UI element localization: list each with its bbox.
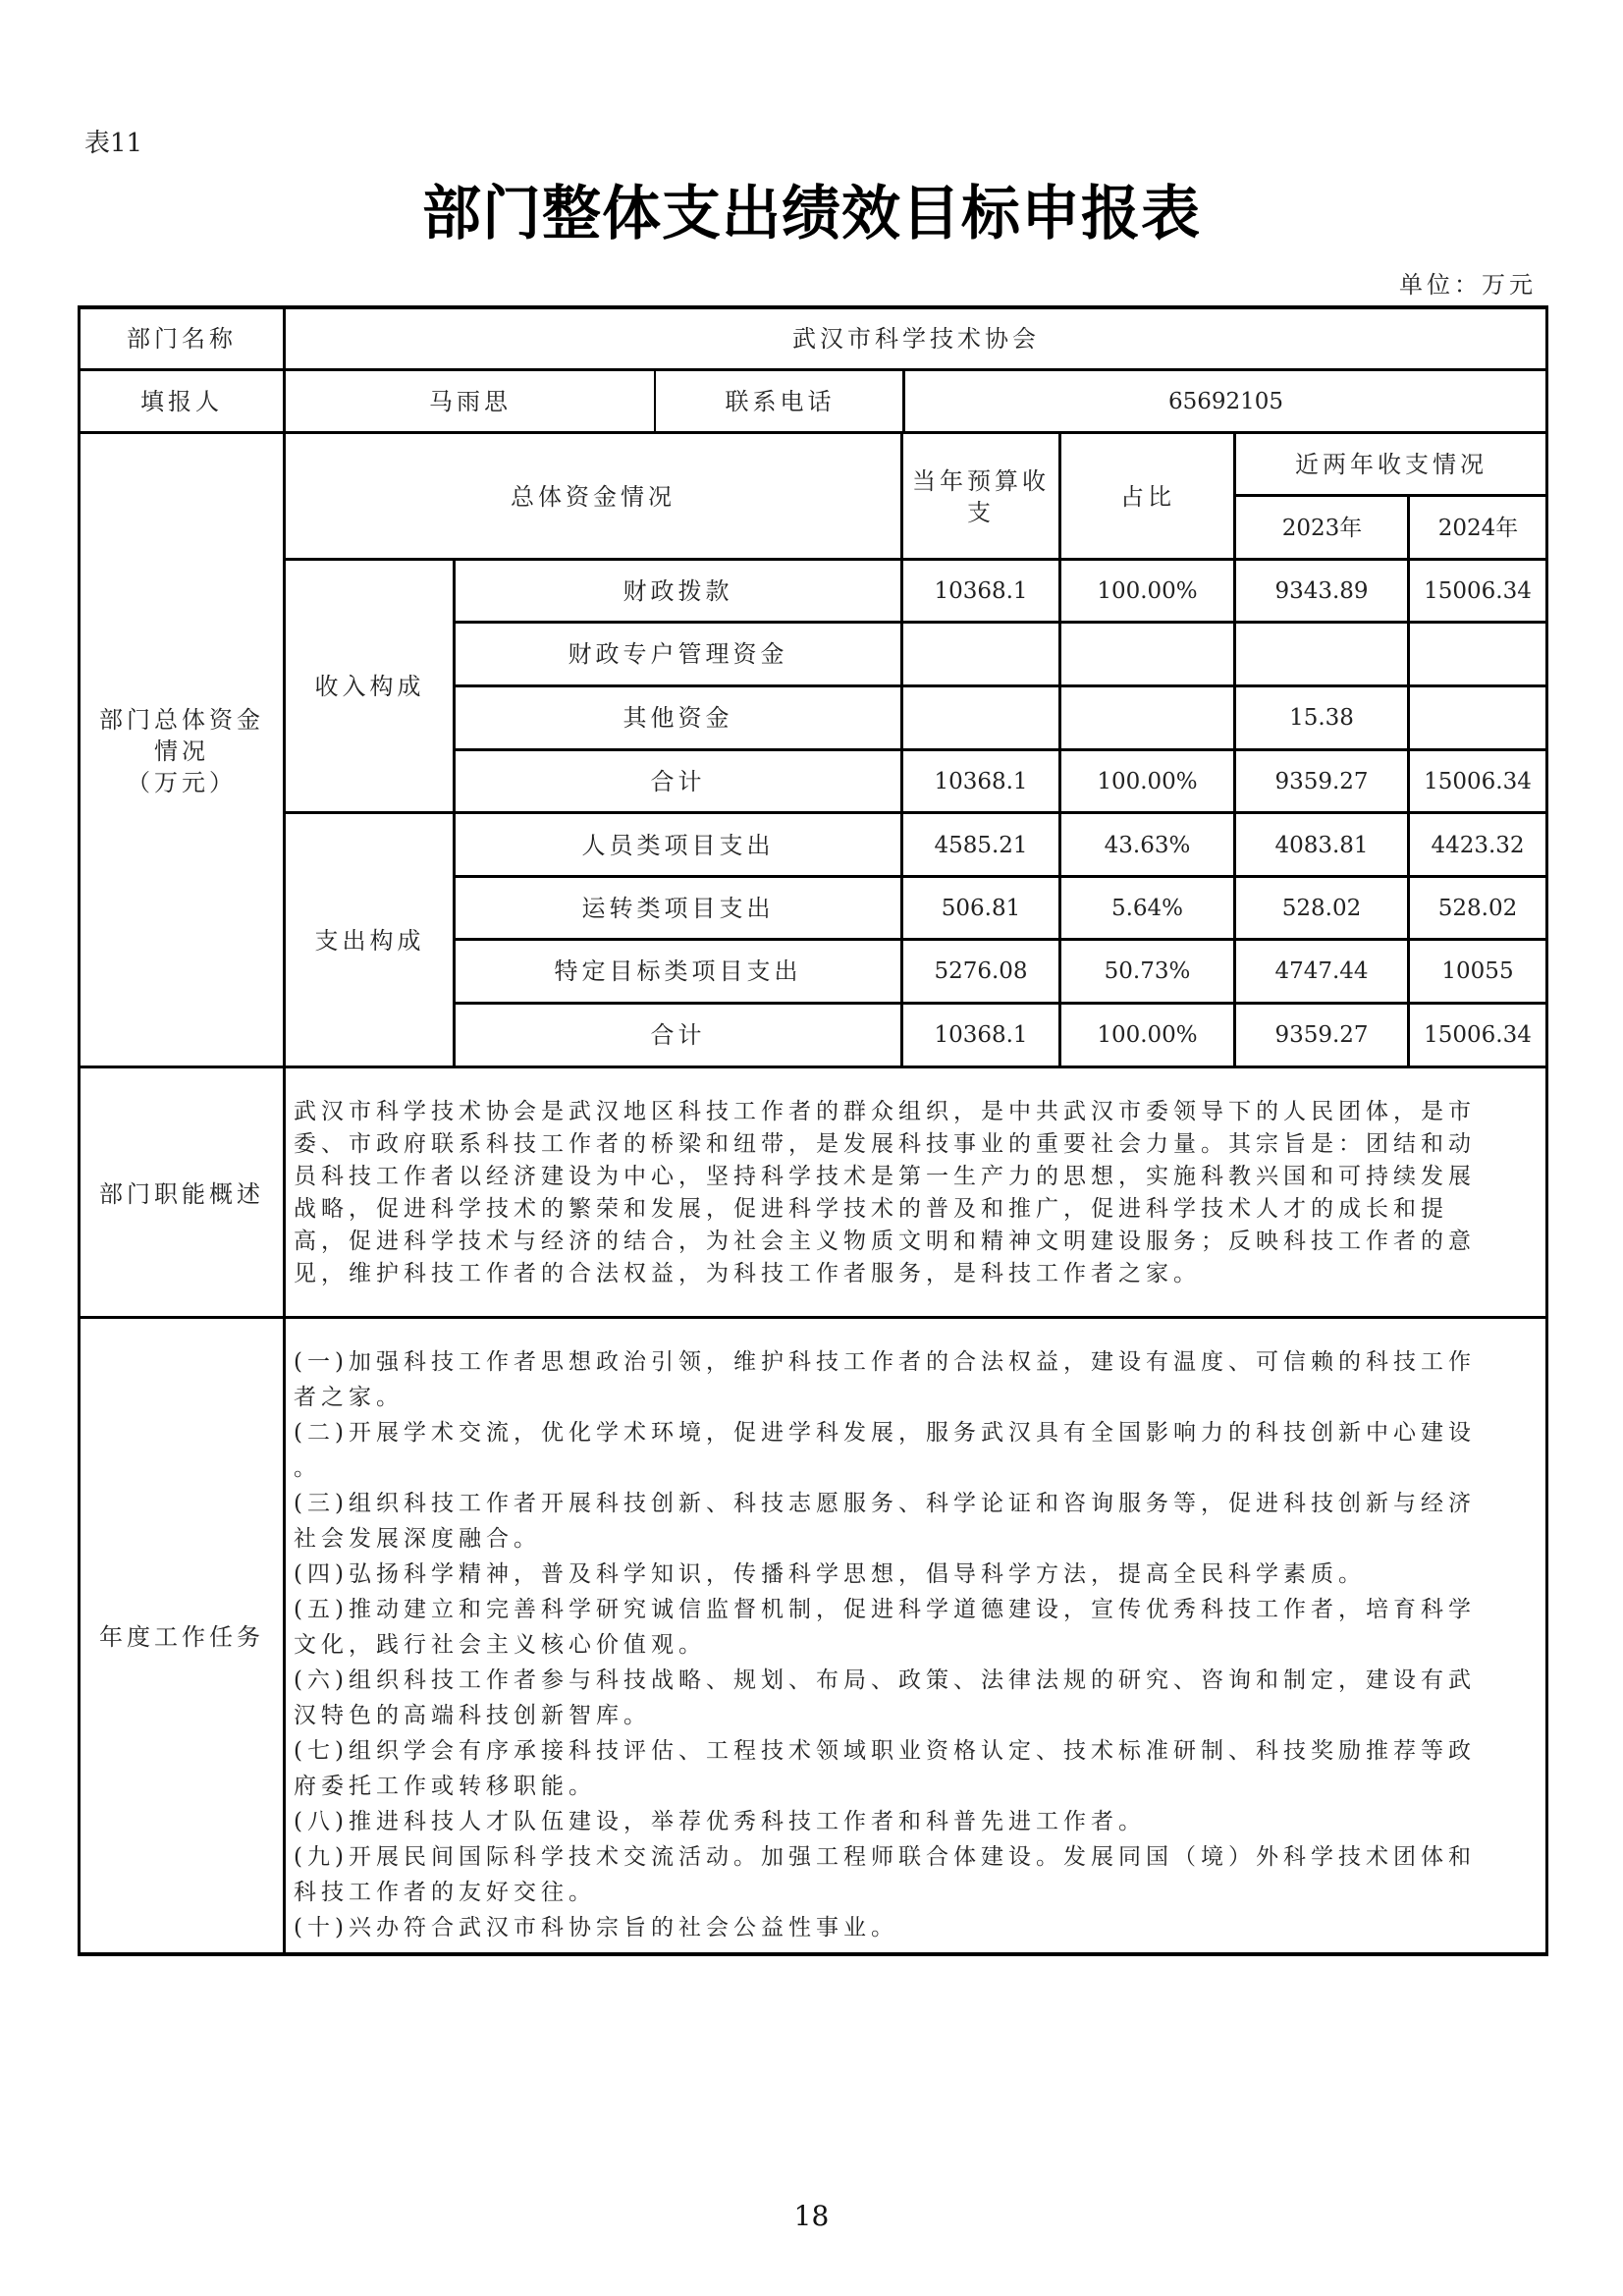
grid-line: [1058, 431, 1061, 1067]
text-line: 。: [294, 1455, 321, 1481]
row-2023: 15.38: [1289, 705, 1354, 731]
row-ratio: 100.00%: [1097, 1022, 1198, 1048]
row-2023: 4083.81: [1274, 832, 1369, 858]
row-2024: 15006.34: [1424, 577, 1532, 604]
text-line: (三)组织科技工作者开展科技创新、科技志愿服务、科学论证和咨询服务等，促进科技创新与经济: [294, 1491, 1476, 1516]
funds-label-line: 情况: [154, 737, 209, 765]
text-line: 员科技工作者以经济建设为中心，坚持科学技术是第一生产力的思想，实施科教兴国和可持续发展: [294, 1164, 1476, 1189]
funds-label-line: 部门总体资金: [99, 705, 264, 734]
grid-line: [283, 305, 286, 1956]
current-budget-header: 当年预算收支: [912, 466, 1050, 526]
grid-line: [454, 621, 1548, 624]
row-ratio: 100.00%: [1097, 768, 1198, 794]
row-2023: [1236, 623, 1407, 685]
funds-section-label: [80, 433, 284, 1068]
row-ratio: 5.64%: [1110, 895, 1184, 921]
row-2024: [1410, 686, 1545, 749]
row-item: 特定目标类项目支出: [554, 957, 802, 985]
text-line: 汉特色的高端科技创新智库。: [294, 1703, 651, 1728]
duty-description: [294, 1096, 1476, 1290]
row-budget: 10368.1: [934, 768, 1028, 794]
grid-line: [454, 1002, 1548, 1005]
grid-line: [78, 305, 81, 1956]
row-budget: 506.81: [941, 895, 1021, 921]
row-budget: 5276.08: [934, 958, 1028, 984]
row-ratio: [1061, 686, 1233, 749]
row-budget: 10368.1: [934, 1022, 1028, 1048]
grid-line: [284, 558, 1548, 561]
row-budget: [903, 623, 1058, 685]
row-2024: 10055: [1441, 958, 1514, 984]
row-2023: 528.02: [1281, 895, 1362, 921]
income-composition-label: 收入构成: [314, 673, 425, 700]
text-line: (七)组织学会有序承接科技评估、工程技术领域职业资格认定、技术标准研制、科技奖励推荐等政: [294, 1738, 1476, 1764]
row-2024: 4423.32: [1431, 832, 1525, 858]
row-budget: 10368.1: [934, 577, 1028, 604]
year-2023-header: 2023年: [1281, 515, 1363, 541]
row-budget: 4585.21: [934, 832, 1028, 858]
row-item: 人员类项目支出: [581, 831, 775, 859]
grid-line: [454, 938, 1548, 941]
grid-line: [454, 748, 1548, 751]
row-2024: 15006.34: [1424, 768, 1532, 794]
text-line: 府委托工作或转移职能。: [294, 1774, 596, 1799]
grid-line: [78, 1066, 1548, 1068]
grid-line: [1545, 305, 1548, 1956]
tasks-label: 年度工作任务: [99, 1623, 264, 1651]
text-line: 文化，践行社会主义核心价值观。: [294, 1632, 706, 1658]
grid-line: [1234, 494, 1548, 497]
phone-value: 65692105: [1167, 389, 1284, 414]
grid-line: [78, 1952, 1548, 1956]
row-ratio: [1061, 623, 1233, 685]
row-2023: 9343.89: [1274, 577, 1369, 604]
funds-label-line: （万元）: [127, 768, 237, 796]
text-line: 武汉市科学技术协会是武汉地区科技工作者的群众组织，是中共武汉市委领导下的人民团体，是市: [294, 1099, 1476, 1124]
row-ratio: 100.00%: [1097, 577, 1198, 604]
row-item: 运转类项目支出: [581, 894, 775, 922]
document-title: 部门整体支出绩效目标申报表: [422, 180, 1201, 248]
text-line: (八)推进科技人才队伍建设，举荐优秀科技工作者和科普先进工作者。: [294, 1809, 1146, 1834]
dept-name-label: 部门名称: [127, 325, 237, 353]
row-item: 合计: [650, 767, 706, 795]
row-2024: 15006.34: [1424, 1022, 1532, 1048]
text-line: 高，促进科学技术与经济的结合，为社会主义物质文明和精神文明建设服务；反映科技工作者的意: [294, 1229, 1476, 1254]
text-line: (五)推动建立和完善科学研究诚信监督机制，促进科学道德建设，宣传优秀科技工作者，培育科学: [294, 1597, 1476, 1622]
recent-two-years-header: 近两年收支情况: [1295, 450, 1488, 478]
row-item: 财政专户管理资金: [568, 640, 788, 668]
row-budget: [903, 686, 1058, 749]
text-line: 科技工作者的友好交往。: [294, 1880, 596, 1905]
text-line: 战略，促进科学技术的繁荣和发展，促进科学技术的普及和推广，促进科学技术人才的成长和提: [294, 1196, 1448, 1222]
grid-line: [78, 1316, 1548, 1319]
row-ratio: 43.63%: [1104, 832, 1191, 858]
dept-name-value: 武汉市科学技术协会: [792, 325, 1040, 353]
table-number: 表11: [84, 129, 143, 158]
grid-line: [1233, 431, 1236, 1067]
page-number: 18: [793, 2200, 830, 2232]
grid-line: [454, 684, 1548, 687]
grid-line: [900, 431, 903, 1067]
phone-label: 联系电话: [725, 388, 836, 415]
row-2024: [1410, 623, 1545, 685]
row-item: 其他资金: [622, 704, 733, 732]
grid-line: [453, 558, 456, 1067]
duty-label: 部门职能概述: [99, 1179, 264, 1208]
grid-line: [78, 305, 1548, 309]
grid-line: [1407, 494, 1410, 1067]
row-2023: 4747.44: [1274, 958, 1369, 984]
row-item: 财政拨款: [622, 576, 733, 605]
grid-line: [78, 431, 1548, 434]
text-line: 社会发展深度融合。: [294, 1526, 541, 1552]
grid-line: [654, 368, 656, 433]
grid-line: [284, 811, 1548, 814]
annual-tasks: [294, 1344, 1476, 1945]
text-line: 见，维护科技工作者的合法权益，为科技工作者服务，是科技工作者之家。: [294, 1261, 1201, 1286]
row-2023: 9359.27: [1274, 768, 1369, 794]
row-2023: 9359.27: [1274, 1022, 1369, 1048]
filler-value: 马雨思: [429, 388, 512, 415]
expense-composition-label: 支出构成: [314, 927, 425, 955]
text-line: (二)开展学术交流，优化学术环境，促进学科发展，服务武汉具有全国影响力的科技创新中心建设: [294, 1420, 1476, 1446]
row-item: 合计: [650, 1021, 706, 1049]
row-2024: 528.02: [1437, 895, 1518, 921]
text-line: 委、市政府联系科技工作者的桥梁和纽带，是发展科技事业的重要社会力量。其宗旨是：团结和动: [294, 1131, 1476, 1157]
text-line: (一)加强科技工作者思想政治引领，维护科技工作者的合法权益，建设有温度、可信赖的科技工作: [294, 1349, 1476, 1375]
text-line: (十)兴办符合武汉市科协宗旨的社会公益性事业。: [294, 1915, 898, 1941]
grid-line: [454, 875, 1548, 878]
filler-label: 填报人: [140, 388, 223, 415]
text-line: 者之家。: [294, 1385, 404, 1410]
grid-line: [78, 368, 1548, 371]
grid-line: [902, 368, 905, 433]
overall-funds-header: 总体资金情况: [511, 482, 676, 511]
text-line: (四)弘扬科学精神，普及科学知识，传播科学思想，倡导科学方法，提高全民科学素质。: [294, 1561, 1366, 1587]
text-line: (六)组织科技工作者参与科技战略、规划、布局、政策、法律法规的研究、咨询和制定，建设有武: [294, 1667, 1476, 1693]
ratio-header: 占比: [1120, 482, 1175, 511]
unit-label: 单位：万元: [1399, 271, 1537, 299]
text-line: (九)开展民间国际科学技术交流活动。加强工程师联合体建设。发展同国（境）外科学技术团体和: [294, 1844, 1476, 1870]
row-ratio: 50.73%: [1104, 958, 1191, 984]
year-2024-header: 2024年: [1437, 515, 1519, 541]
